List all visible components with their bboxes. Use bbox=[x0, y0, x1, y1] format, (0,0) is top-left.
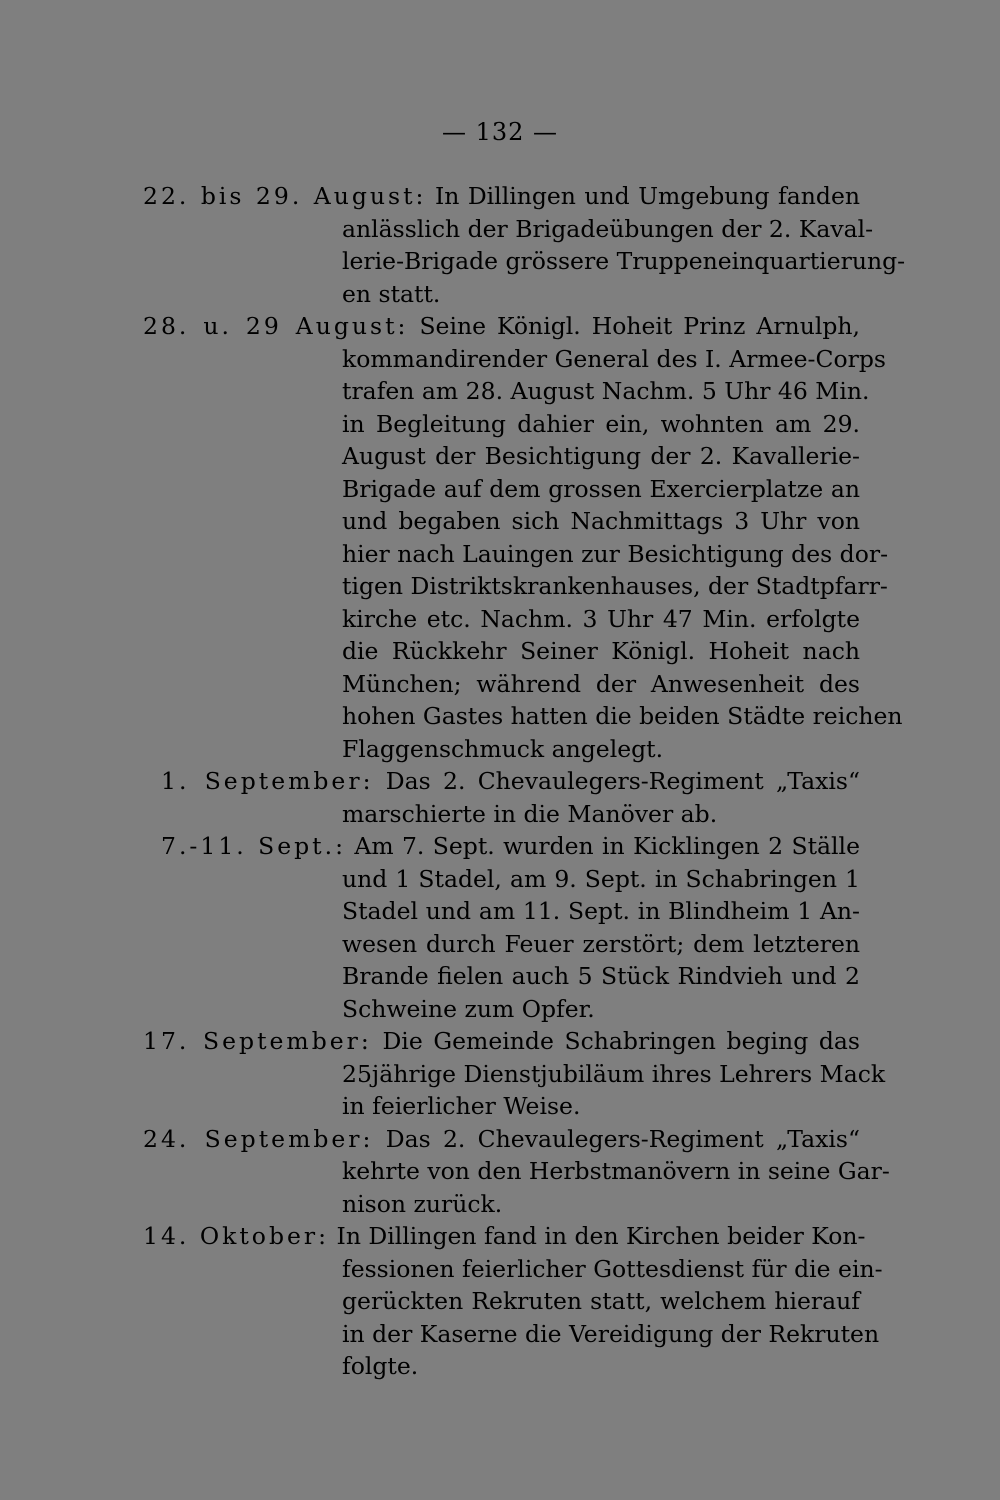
entry-text-line: anlässlich der Brigadeübungen der 2. Kaval- bbox=[342, 214, 874, 243]
entry-first-line bbox=[143, 310, 860, 343]
entry-text-line: hier nach Lauingen zur Besichtigung des dor- bbox=[342, 539, 889, 568]
entry-text-line: tigen Distriktskrankenhauses, der Stadtpfarr- bbox=[342, 572, 888, 600]
entry-text-line: Brande fielen auch 5 Stück Rindvieh und 2 bbox=[342, 962, 860, 990]
chronicle-entry bbox=[0, 180, 1000, 310]
entry-text-line: gerückten Rekruten statt, welchem hierauf bbox=[342, 1287, 860, 1315]
entry-text-line: trafen am 28. August Nachm. 5 Uhr 46 Min. bbox=[342, 377, 870, 405]
entry-date: 17. September: bbox=[143, 1027, 372, 1055]
entry-text-line: in feierlicher Weise. bbox=[342, 1092, 581, 1120]
entry-date: 14. Oktober: bbox=[143, 1222, 330, 1250]
entry-date: 22. bis 29. August: bbox=[143, 182, 427, 210]
chronicle-entry bbox=[0, 1025, 1000, 1123]
entry-text-line: Das 2. Chevaulegers-Regiment „Taxis“ bbox=[385, 767, 860, 795]
chronicle-entry bbox=[0, 830, 1000, 1025]
entry-text-line: Brigade auf dem grossen Exercierplatze an bbox=[342, 474, 860, 503]
entry-text-line: August der Besichtigung der 2. Kavallerie- bbox=[342, 442, 860, 470]
entry-date: 28. u. 29 August: bbox=[143, 312, 409, 340]
entry-first-line bbox=[143, 1123, 860, 1156]
entry-text-line: Schweine zum Opfer. bbox=[342, 994, 595, 1023]
entry-text-line: Das 2. Chevaulegers-Regiment „Taxis“ bbox=[385, 1124, 860, 1153]
entry-text-line: In Dillingen und Umgebung fanden bbox=[434, 182, 860, 210]
entry-text-line: Stadel und am 11. Sept. in Blindheim 1 An- bbox=[342, 897, 860, 925]
entry-text-line: Die Gemeinde Schabringen beging das bbox=[382, 1027, 860, 1055]
entry-first-line bbox=[143, 830, 860, 863]
entry-text-line: nison zurück. bbox=[342, 1189, 503, 1218]
entry-text-line: marschierte in die Manöver ab. bbox=[342, 799, 718, 828]
page-number: — 132 — bbox=[441, 118, 559, 146]
chronicle-entries bbox=[0, 180, 1000, 1383]
entry-first-line bbox=[143, 1220, 866, 1253]
entry-text-line: kommandirender General des I. Armee-Corps bbox=[342, 344, 886, 373]
entry-first-line bbox=[143, 765, 860, 798]
entry-date: 7.-11. Sept.: bbox=[161, 832, 346, 860]
entry-text-line: kirche etc. Nachm. 3 Uhr 47 Min. erfolgte bbox=[342, 604, 860, 633]
entry-text-line: fessionen feierlicher Gottesdienst für die ein- bbox=[342, 1254, 883, 1283]
entry-text-line: lerie-Brigade grössere Truppeneinquartierung- bbox=[342, 247, 906, 275]
entry-first-line bbox=[143, 180, 860, 213]
entry-date: 24. September: bbox=[143, 1124, 374, 1153]
entry-text-line: in Begleitung dahier ein, wohnten am 29. bbox=[342, 409, 860, 438]
entry-text-line: und begaben sich Nachmittags 3 Uhr von bbox=[342, 507, 860, 535]
entry-text-line: kehrte von den Herbstmanövern in seine Gar- bbox=[342, 1157, 890, 1185]
entry-text-line: Flaggenschmuck angelegt. bbox=[342, 734, 664, 763]
entry-date: 1. September: bbox=[161, 767, 374, 795]
entry-text-line: Seine Königl. Hoheit Prinz Arnulph, bbox=[419, 312, 860, 340]
entry-text-line: München; während der Anwesenheit des bbox=[342, 669, 860, 698]
entry-text-line: und 1 Stadel, am 9. Sept. in Schabringen 1 bbox=[342, 864, 860, 893]
entry-text-line: In Dillingen fand in den Kirchen beider Kon- bbox=[336, 1222, 866, 1250]
entry-text-line: en statt. bbox=[342, 279, 441, 308]
entry-text-line: in der Kaserne die Vereidigung der Rekruten bbox=[342, 1319, 880, 1348]
entry-text-line: Am 7. Sept. wurden in Kicklingen 2 Ställe bbox=[354, 832, 860, 860]
entry-text-line: die Rückkehr Seiner Königl. Hoheit nach bbox=[342, 637, 860, 665]
entry-text-line: 25jährige Dienstjubiläum ihres Lehrers Mack bbox=[342, 1059, 886, 1088]
chronicle-entry bbox=[0, 310, 1000, 765]
entry-text-line: hohen Gastes hatten die beiden Städte reichen bbox=[342, 702, 903, 730]
entry-text-line: folgte. bbox=[342, 1352, 419, 1380]
chronicle-entry bbox=[0, 765, 1000, 830]
entry-text-line: wesen durch Feuer zerstört; dem letzteren bbox=[342, 929, 860, 958]
chronicle-entry bbox=[0, 1220, 1000, 1383]
entry-first-line bbox=[143, 1025, 860, 1058]
chronicle-entry bbox=[0, 1123, 1000, 1221]
